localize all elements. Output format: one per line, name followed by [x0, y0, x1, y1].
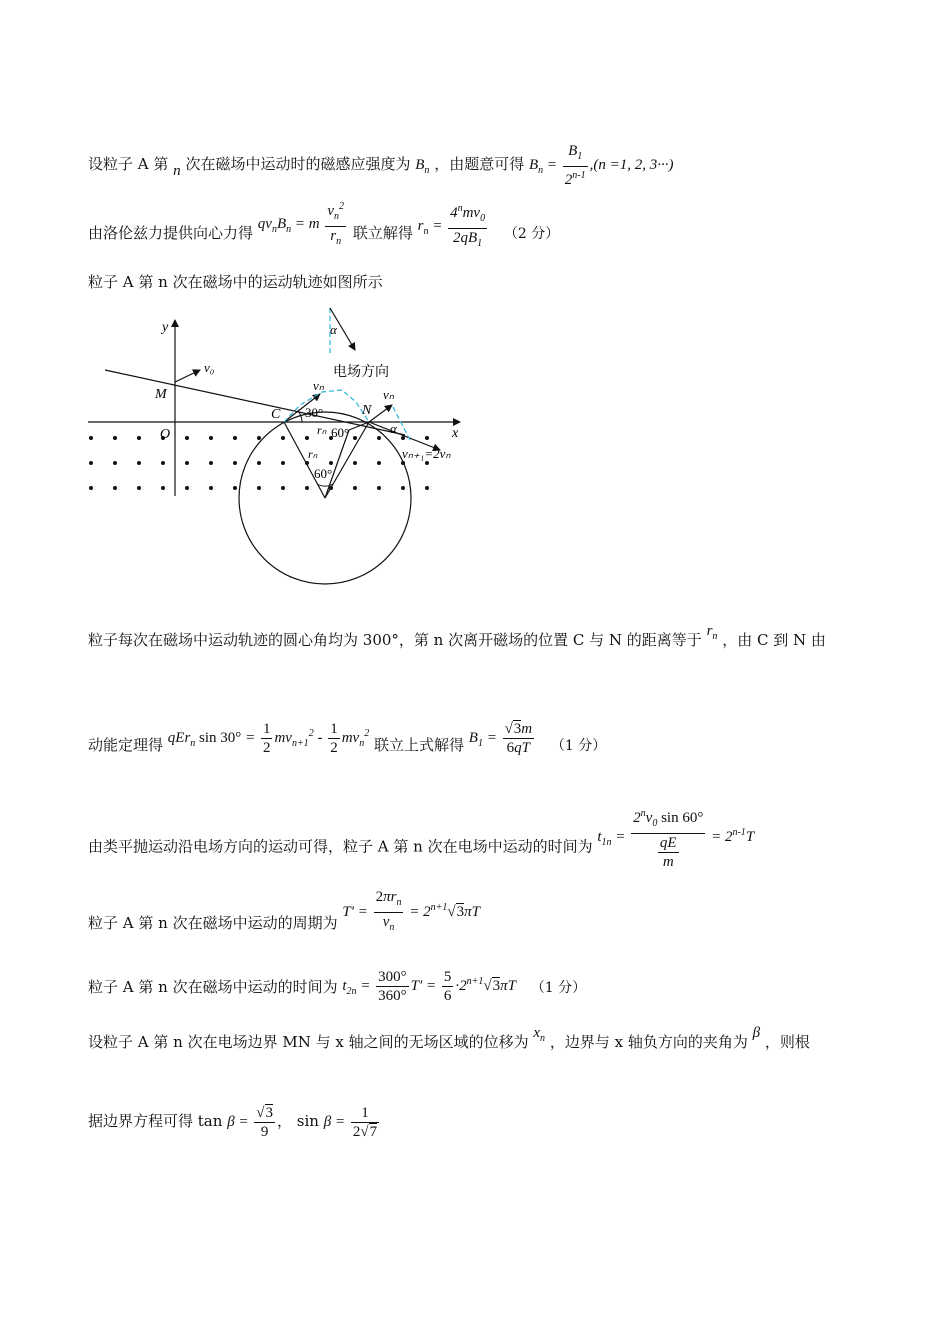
- var-n: n: [173, 162, 181, 179]
- frac-5-6: $\frac{5}{6}$: [443, 969, 452, 1004]
- frac-B1: $\frac{B_1}{2^{n-1}}$: [564, 143, 586, 188]
- magnetic-field-dots: [89, 436, 429, 490]
- label-vn-right: vₙ: [383, 387, 394, 402]
- label-60deg-b: 60°: [314, 466, 333, 481]
- frac-300-360: $\frac{300^\circ}{360^\circ}$: [378, 969, 407, 1004]
- label-30deg: 30°: [305, 405, 324, 420]
- line-7-text: 粒子 A 第 n 次在磁场中运动的周期为: [88, 913, 338, 932]
- frac-half-1: $\frac{1}{2}$: [262, 721, 271, 756]
- label-field-direction: 电场方向: [333, 365, 389, 380]
- line-9-text2: ，边界与 x 轴负方向的夹角为: [549, 1033, 748, 1051]
- line-3: [88, 272, 383, 292]
- label-vn-left: vₙ: [313, 378, 324, 393]
- vn-arrow-N: [369, 405, 392, 422]
- v0-arrow: [175, 370, 200, 382]
- line-5: [88, 721, 607, 765]
- line-10-text2: ， sin: [277, 1111, 319, 1130]
- frac-t1n: $\frac{2^nv_0 \sin 60^\circ}{\frac{qE}{m}}$: [631, 805, 705, 871]
- var-Bn: $B_n$: [415, 156, 430, 176]
- line-5-text2: 联立上式解得: [373, 735, 464, 754]
- line-9-text3: ，则根: [764, 1033, 810, 1051]
- line-7: [88, 889, 480, 949]
- formula-B1: $B_1$ = $\frac{√3m}{6qT}$: [468, 721, 533, 756]
- line-6-text: 由类平抛运动沿电场方向的运动可得，粒子 A 第 n 次在电场中运动的时间为: [88, 837, 593, 856]
- formula-tan-beta: β = $\frac{√3}{9}$: [227, 1105, 274, 1140]
- label-alpha-top: α: [330, 322, 337, 337]
- label-alpha-N: α: [390, 421, 397, 436]
- line-1: [88, 142, 674, 189]
- line-6: [88, 808, 755, 881]
- line-4-text2: ，由 C 到 N 由: [722, 631, 826, 649]
- label-60deg-a: 60°: [331, 425, 350, 440]
- chord-radius: [325, 430, 349, 498]
- label-C: C: [271, 407, 281, 422]
- formula-t2n: $t_{2n}$ = $\frac{300^\circ}{360^\circ}$ T′ = $\frac{5}{6}$ $\cdot 2^{n+1}√3\pi T$: [342, 969, 516, 1004]
- line-2: [88, 201, 560, 261]
- label-M: M: [155, 387, 167, 402]
- line-8-text: 粒子 A 第 n 次在磁场中运动的时间为: [88, 977, 338, 996]
- label-y: y: [162, 320, 169, 335]
- frac-half-2: $\frac{1}{2}$: [330, 721, 338, 756]
- line-3-text: 粒子 A 第 n 次在磁场中的运动轨迹如图所示: [88, 273, 383, 291]
- label-vn1: vₙ₊₁=2vₙ: [402, 446, 451, 461]
- score-8: （1 分）: [530, 979, 587, 996]
- var-xn: $x_n$: [533, 1025, 546, 1044]
- angle-arc-bottom: [317, 484, 333, 486]
- formula-Bn: $B_n$ = $\frac{B_1}{2^{n-1}}$: [528, 143, 586, 188]
- label-rn-1: rₙ: [317, 423, 327, 437]
- label-N: N: [362, 403, 372, 418]
- label-O: O: [160, 427, 171, 442]
- line-2-text2: 联立解得: [352, 223, 413, 242]
- frac-sqrt3-9: $\frac{√3}{9}$: [256, 1105, 274, 1140]
- line-8: [88, 970, 586, 1007]
- frac-B1-result: $\frac{√3m}{6qT}$: [504, 721, 533, 756]
- var-beta: β: [752, 1025, 761, 1041]
- var-rn: $r_n$: [706, 623, 718, 642]
- trajectory-diagram: [80, 300, 500, 590]
- formula-rn: $r_n$ = $\frac{4^nmv_0}{2qB_1}$: [418, 218, 489, 234]
- line-1-text: 设粒子 A 第: [88, 154, 169, 173]
- cond-n: ,(n =1, 2, 3···): [589, 156, 674, 173]
- label-v0: v₀: [204, 360, 215, 375]
- line-2-text: 由洛伦兹力提供向心力得: [88, 223, 254, 242]
- line-9-text: 设粒子 A 第 n 次在电场边界 MN 与 x 轴之间的无场区域的位移为: [88, 1033, 529, 1051]
- line-10: [88, 1104, 381, 1141]
- score-5: （1 分）: [550, 737, 607, 754]
- label-x: x: [452, 426, 459, 441]
- frac-sin-beta: $\frac{1}{2√7}$: [352, 1105, 378, 1140]
- frac-v2-r: $\frac{v_n^2}{r_n}$: [325, 198, 346, 251]
- formula-lorentz: $qv_nB_n = m$ $\frac{v_n^2}{r_n}$: [258, 216, 348, 232]
- line-4: [88, 623, 826, 657]
- formula-sin-beta: β = $\frac{1}{2√7}$: [323, 1105, 378, 1140]
- frac-rn: $\frac{4^nmv_0}{2qB_1}$: [448, 200, 487, 253]
- line-5-text: 动能定理得: [88, 735, 164, 754]
- line-1-text3: ，由题意可得: [434, 154, 525, 173]
- line-10-text: 据边界方程可得 tan: [88, 1111, 223, 1130]
- line-4-text: 粒子每次在磁场中运动轨迹的圆心角均为 300°，第 n 次离开磁场的位置 C 与 N 的距离等于: [88, 631, 702, 649]
- label-rn-2: rₙ: [308, 447, 318, 461]
- formula-t1n: $t_{1n}$ = $\frac{2^nv_0 \sin 60^\circ}{\frac{qE}{m}}$ = $2^{n-1}T$: [597, 829, 754, 845]
- line-1-text2: 次在磁场中运动时的磁感应强度为: [185, 154, 411, 173]
- line-9: [88, 1025, 810, 1059]
- frac-period: $\frac{2\pi r_n}{v_n}$: [375, 889, 402, 933]
- score-2: （2 分）: [503, 225, 560, 242]
- formula-energy: qEr$_n$ sin 30° = $\frac{1}{2}$ $mv_{n+1}^2$ - $\frac{1}{2}$ $mv_n^2$: [167, 721, 370, 756]
- formula-period: T′ = $\frac{2\pi r_n}{v_n}$ = $2^{n+1}√3\pi T$: [342, 904, 480, 920]
